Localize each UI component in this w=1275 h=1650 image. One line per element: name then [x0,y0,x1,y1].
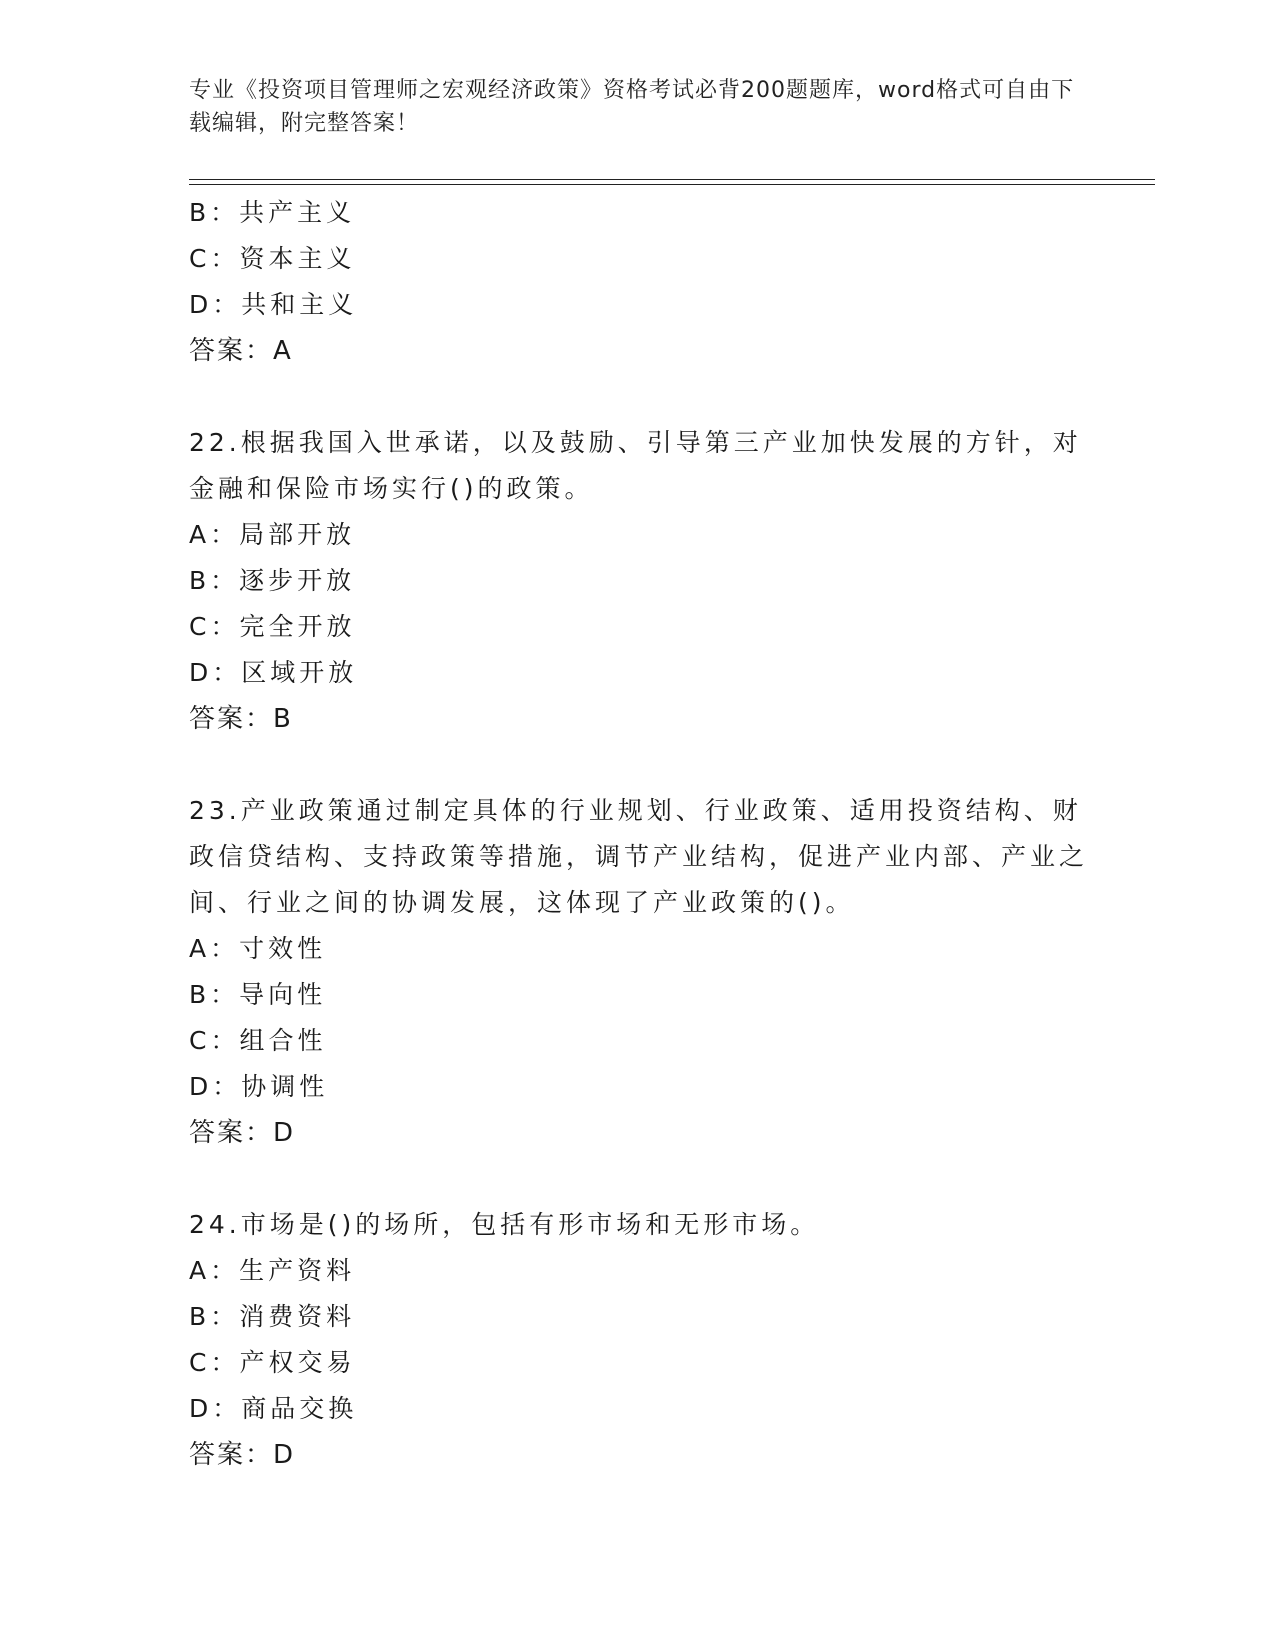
option-c: C：组合性 [189,1026,327,1055]
option-d: D：商品交换 [189,1394,358,1423]
option-b: B：消费资料 [189,1302,356,1331]
option-b: B：导向性 [189,980,327,1009]
answer-line: 答案：D [189,1440,296,1470]
option-d: D：协调性 [189,1072,329,1101]
answer-line: 答案：D [189,1118,296,1148]
option-a: A：生产资料 [189,1256,356,1285]
question-stem: 22.根据我国入世承诺，以及鼓励、引导第三产业加快发展的方针，对金融和保险市场实行()的政策。 [189,428,1082,503]
header-divider-bottom [189,184,1155,185]
option-a: A：局部开放 [189,520,356,549]
option-c: C：资本主义 [189,244,356,273]
page-header: 专业《投资项目管理师之宏观经济政策》资格考试必背200题题库，word格式可自由下载编辑，附完整答案！ [189,78,1075,136]
question-content [189,190,1089,1478]
option-b: B：逐步开放 [189,566,356,595]
question-stem: 24.市场是()的场所，包括有形市场和无形市场。 [189,1210,820,1239]
answer-line: 答案：B [189,704,293,734]
answer-line: 答案：A [189,336,293,366]
option-d: D：共和主义 [189,290,358,319]
option-b: B：共产主义 [189,198,356,227]
option-d: D：区域开放 [189,658,358,687]
option-a: A：寸效性 [189,934,327,963]
header-divider-top [189,179,1155,180]
option-c: C：产权交易 [189,1348,356,1377]
question-stem: 23.产业政策通过制定具体的行业规划、行业政策、适用投资结构、财政信贷结构、支持政策等措施，调节产业结构，促进产业内部、产业之间、行业之间的协调发展，这体现了产业政策的()。 [189,796,1089,917]
option-c: C：完全开放 [189,612,356,641]
